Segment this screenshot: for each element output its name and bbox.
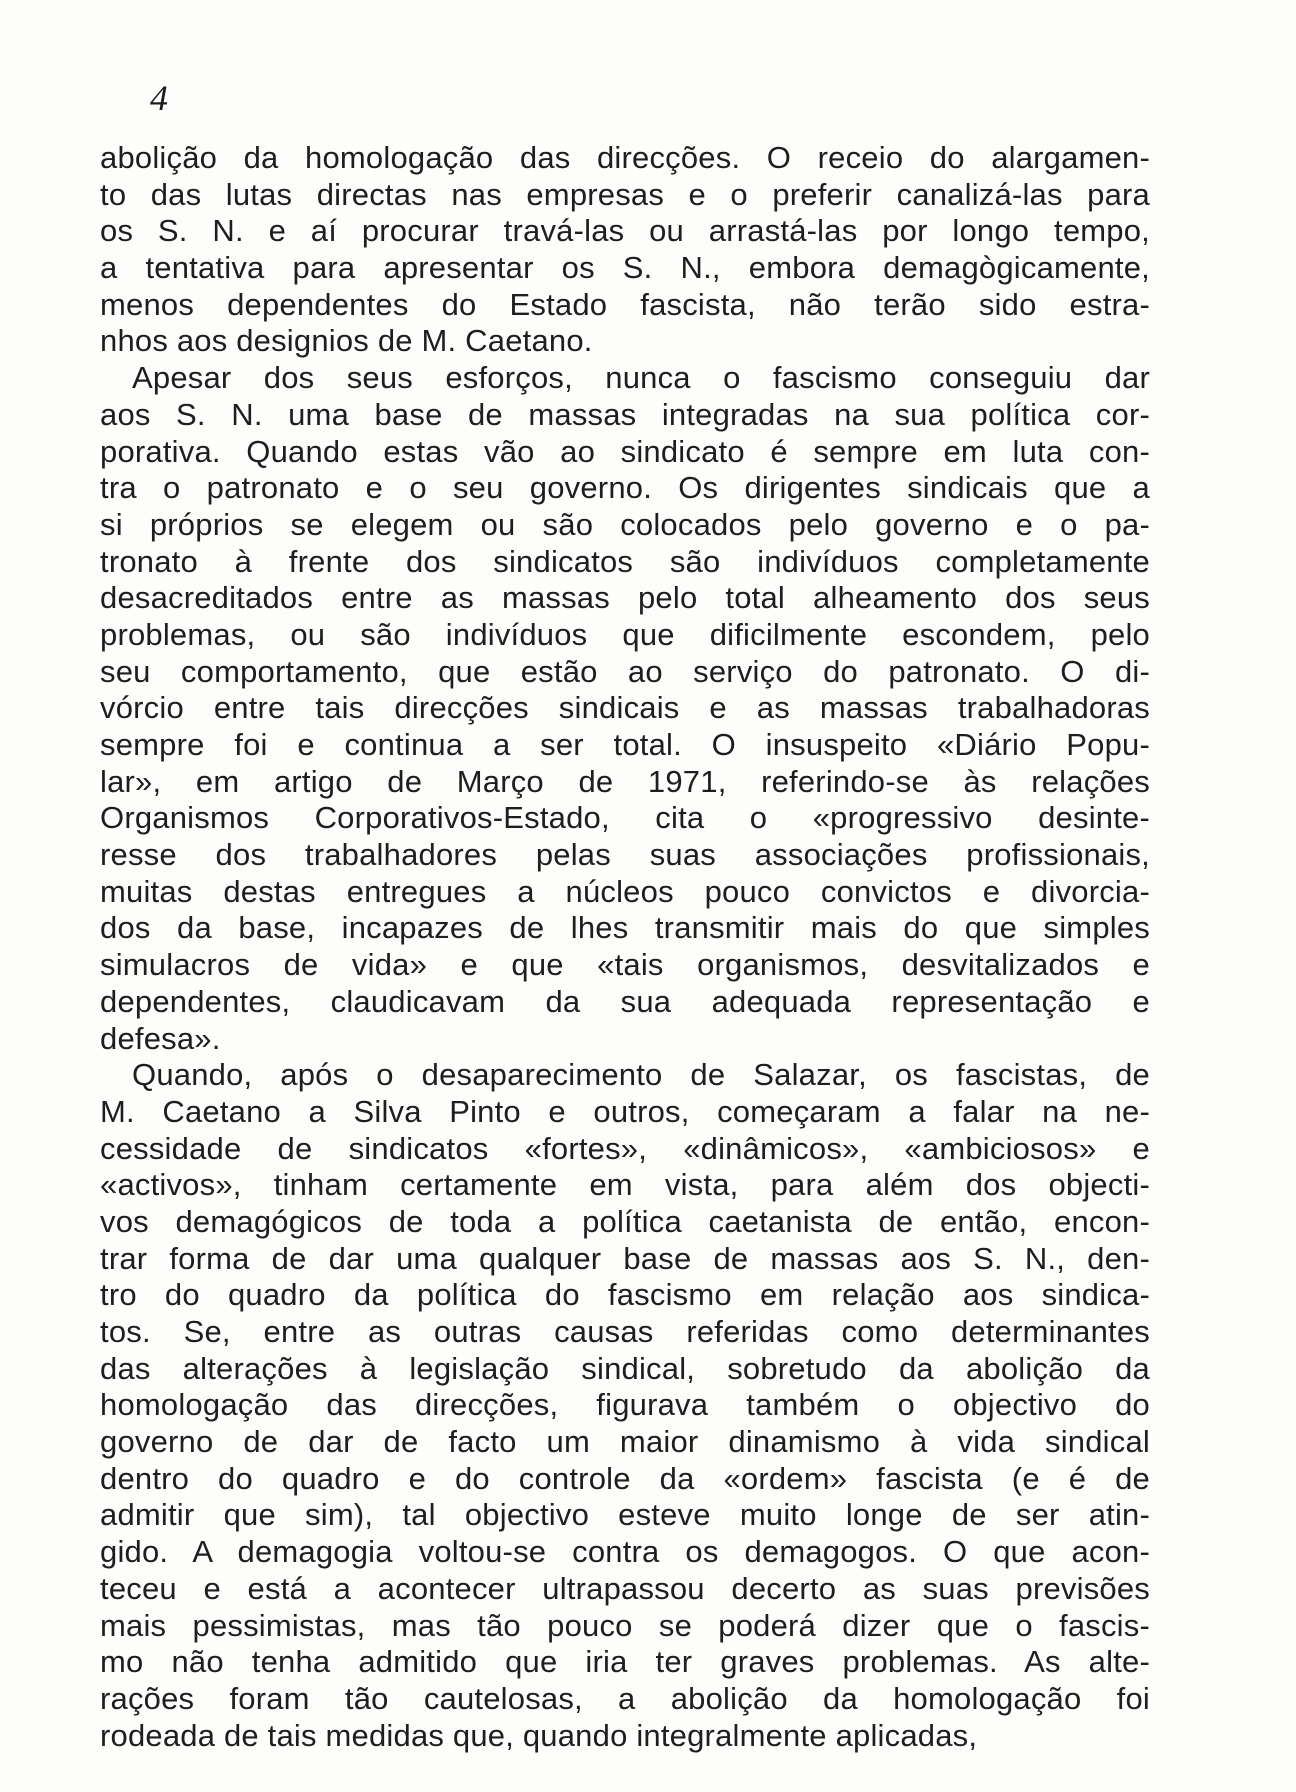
text-line: rações foram tão cautelosas, a abolição da homologação foi — [100, 1680, 1150, 1716]
text-line: sempre foi e continua a ser total. O insuspeito «Diário Popu- — [100, 727, 1150, 762]
text-line: dependentes, claudicavam da sua adequada representação e — [100, 983, 1150, 1019]
text-line: os S. N. e aí procurar travá-las ou arrastá-las por longo tempo, — [100, 213, 1150, 249]
text-line: Quando, após o desaparecimento de Salazar, os fascistas, de — [132, 1057, 1150, 1093]
text-line: Apesar dos seus esforços, nunca o fascismo conseguiu dar — [132, 360, 1150, 396]
text-line: mais pessimistas, mas tão pouco se poderá dizer que o fascis- — [100, 1607, 1150, 1643]
text-line: cessidade de sindicatos «fortes», «dinâmicos», «ambiciosos» e — [100, 1130, 1150, 1166]
text-line: a tentativa para apresentar os S. N., embora demagògicamente, — [100, 250, 1150, 286]
text-line: Organismos Corporativos-Estado, cita o «progressivo desinte- — [100, 800, 1150, 836]
text-line: homologação das direcções, figurava também o objectivo do — [100, 1387, 1150, 1423]
text-line: porativa. Quando estas vão ao sindicato é sempre em luta con- — [100, 433, 1150, 469]
text-line: rodeada de tais medidas que, quando integralmente aplicadas, — [100, 1717, 978, 1753]
text-line: das alterações à legislação sindical, sobretudo da abolição da — [100, 1350, 1150, 1386]
text-line: desacreditados entre as massas pelo total alheamento dos seus — [100, 580, 1150, 616]
body-text — [100, 140, 1150, 1754]
text-line: «activos», tinham certamente em vista, para além dos objecti- — [100, 1167, 1150, 1203]
text-line: menos dependentes do Estado fascista, não terão sido estra- — [100, 286, 1150, 322]
text-line: M. Caetano a Silva Pinto e outros, começaram a falar na ne- — [100, 1093, 1150, 1129]
text-line: abolição da homologação das direcções. O receio do alargamen- — [100, 140, 1150, 175]
paragraph — [100, 140, 1150, 360]
text-line: dentro do quadro e do controle da «ordem» fascista (e é de — [100, 1460, 1150, 1496]
paragraph — [100, 1057, 1150, 1754]
text-line: gido. A demagogia voltou-se contra os demagogos. O que acon- — [100, 1534, 1150, 1570]
text-line: problemas, ou são indivíduos que dificilmente escondem, pelo — [100, 616, 1150, 652]
text-line: tra o patronato e o seu governo. Os dirigentes sindicais que a — [100, 470, 1150, 506]
text-line: trar forma de dar uma qualquer base de massas aos S. N., den- — [100, 1240, 1150, 1276]
text-line: teceu e está a acontecer ultrapassou decerto as suas previsões — [100, 1570, 1150, 1606]
text-line: defesa». — [100, 1020, 221, 1056]
text-line: muitas destas entregues a núcleos pouco convictos e divorcia- — [100, 873, 1150, 909]
text-line: resse dos trabalhadores pelas suas associações profissionais, — [100, 837, 1150, 873]
text-line: to das lutas directas nas empresas e o preferir canalizá-las para — [100, 176, 1150, 212]
text-line: nhos aos designios de M. Caetano. — [100, 323, 593, 359]
text-line: lar», em artigo de Março de 1971, referindo-se às relações — [100, 763, 1150, 799]
text-line: simulacros de vida» e que «tais organismos, desvitalizados e — [100, 947, 1150, 983]
text-line: tronato à frente dos sindicatos são indivíduos completamente — [100, 543, 1150, 579]
text-line: seu comportamento, que estão ao serviço do patronato. O di- — [100, 653, 1150, 689]
text-line: admitir que sim), tal objectivo esteve muito longe de ser atin- — [100, 1497, 1150, 1533]
text-line: tro do quadro da política do fascismo em relação aos sindica- — [100, 1277, 1150, 1313]
text-line: vos demagógicos de toda a política caetanista de então, encon- — [100, 1203, 1150, 1239]
text-line: tos. Se, entre as outras causas referidas como determinantes — [100, 1314, 1150, 1349]
page-number: 4 — [150, 78, 168, 118]
paragraph — [100, 360, 1150, 1057]
text-line: si próprios se elegem ou são colocados pelo governo e o pa- — [100, 506, 1150, 542]
text-line: mo não tenha admitido que iria ter graves problemas. As alte- — [100, 1644, 1150, 1680]
text-line: governo de dar de facto um maior dinamismo à vida sindical — [100, 1424, 1150, 1460]
text-line: vórcio entre tais direcções sindicais e as massas trabalhadoras — [100, 690, 1150, 726]
text-line: dos da base, incapazes de lhes transmitir mais do que simples — [100, 910, 1150, 946]
text-line: aos S. N. uma base de massas integradas na sua política cor- — [100, 396, 1150, 432]
